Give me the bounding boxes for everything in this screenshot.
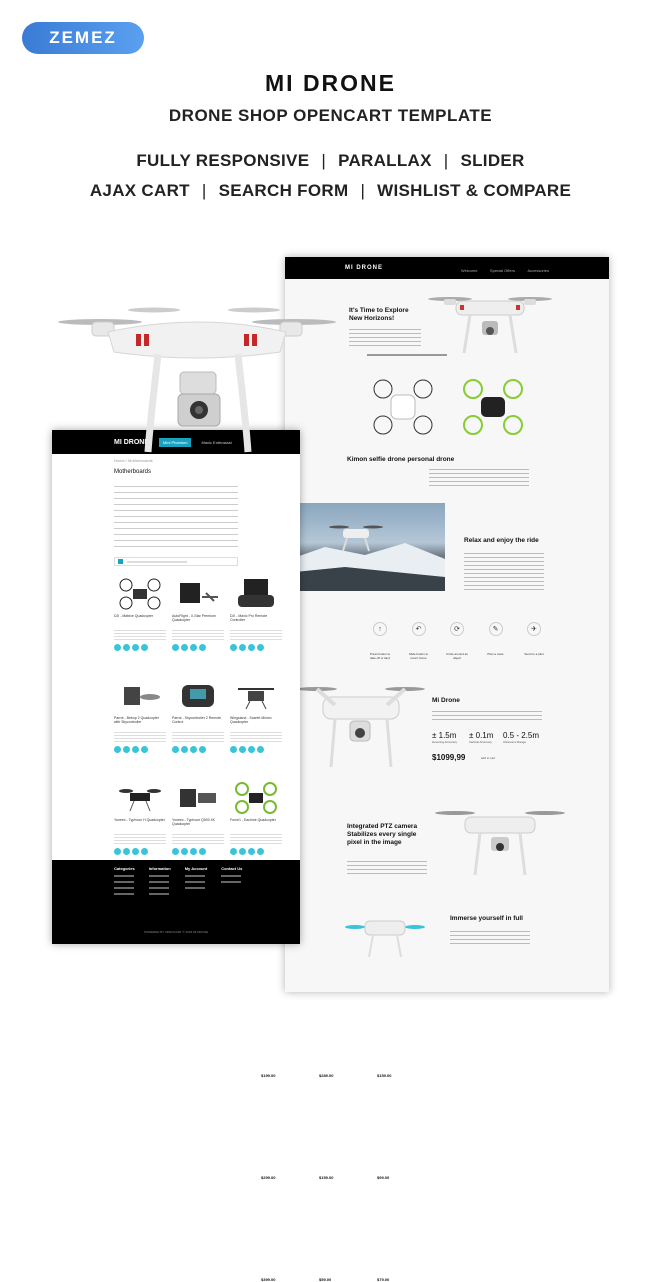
stat-value: 0.5 - 2.5m: [503, 731, 540, 740]
controller-icon: [176, 679, 220, 713]
feature-circle: [444, 622, 470, 660]
ptz-heading-line: pixel in the image: [347, 839, 402, 846]
product-description: [230, 832, 282, 846]
mini-drones-image: [373, 377, 523, 437]
product-name[interactable]: DJI - Matrice Quadcopter: [114, 614, 154, 618]
hero-heading-line: New Horizons!: [349, 315, 395, 322]
feature-label: PARALLAX: [338, 151, 432, 170]
gesture-icon: ✈: [527, 622, 541, 636]
footer-columns: [114, 866, 300, 899]
product-name[interactable]: AutoFlight - X-Star Premium Quadcopter: [172, 614, 216, 622]
cart-icon[interactable]: [230, 848, 237, 855]
drone-kit-icon: [118, 679, 162, 713]
ptz-drone-image: [435, 805, 565, 885]
cart-icon[interactable]: [172, 644, 179, 651]
product-description: [172, 730, 224, 744]
feature-label: SEARCH FORM: [218, 181, 349, 200]
grid-view-icon[interactable]: [118, 559, 123, 564]
cart-icon[interactable]: [230, 644, 237, 651]
drone-case-icon: [176, 577, 220, 611]
product-actions: [230, 746, 282, 753]
feature-pilot: [521, 622, 547, 660]
product-name[interactable]: DJI - Mavic Pro Remote Controller: [230, 614, 268, 622]
hero-text: [349, 327, 421, 349]
stat-label: Ultrasonic Range: [503, 740, 527, 744]
product-actions: [172, 644, 224, 651]
footer-heading: Contact Us: [221, 866, 243, 871]
footer-heading: My Account: [184, 866, 208, 871]
ptz-heading: [347, 823, 417, 847]
drone-icon: [118, 577, 162, 611]
feature-label: AJAX CART: [89, 181, 190, 200]
product-description: [230, 730, 282, 744]
product-description: [230, 628, 282, 642]
feature-takeoff: [367, 622, 393, 660]
product-price: $159.00: [377, 1073, 392, 1078]
stat-hover: [432, 731, 457, 744]
cart-icon[interactable]: [114, 848, 121, 855]
feature-label: Plan a route: [487, 652, 504, 656]
compare-icon[interactable]: [248, 644, 255, 651]
sort-select[interactable]: [127, 561, 187, 563]
route-icon: ✎: [489, 622, 503, 636]
site-logo[interactable]: MI DRONE: [345, 265, 383, 271]
menu-item[interactable]: Accessories: [527, 268, 549, 273]
mi-drone-image: [295, 677, 425, 777]
product-name[interactable]: Yuneec - Typhoon Q500 4K Quadcopter: [172, 818, 215, 826]
breadcrumb[interactable]: Home / Motherboards: [114, 458, 153, 463]
product-price: $399.00: [261, 1277, 276, 1282]
feature-label: Send to a pilot: [524, 652, 544, 656]
footer-link[interactable]: [114, 887, 134, 889]
product-name[interactable]: Yuneec - Typhoon H Quadcopter: [114, 818, 165, 822]
product-image[interactable]: [172, 778, 224, 818]
product-description: [114, 628, 166, 642]
stat-ultrasonic: [503, 731, 539, 744]
compare-icon[interactable]: [190, 644, 197, 651]
eye-icon[interactable]: [257, 644, 264, 651]
footer-link[interactable]: [185, 875, 205, 877]
landscape-drone-image: [285, 503, 445, 591]
heart-icon[interactable]: [181, 848, 188, 855]
nav-item[interactable]: Mavic Enthusiast: [201, 439, 232, 445]
compare-icon[interactable]: [190, 848, 197, 855]
drone-icon: [234, 679, 278, 713]
heart-icon[interactable]: [123, 644, 130, 651]
relax-heading: Relax and enjoy the ride: [464, 537, 539, 544]
heart-icon[interactable]: [239, 848, 246, 855]
zemez-logo[interactable]: ZEMEZ: [22, 22, 144, 54]
product-description: [114, 730, 166, 744]
compare-icon[interactable]: [248, 746, 255, 753]
product-description: [172, 832, 224, 846]
footer-link[interactable]: [114, 881, 134, 883]
ptz-text: [347, 859, 427, 877]
site-footer: [52, 860, 300, 944]
heart-icon[interactable]: [123, 746, 130, 753]
feature-label: Circle around an object: [445, 652, 468, 660]
product-image[interactable]: [230, 676, 282, 716]
cart-icon[interactable]: [172, 848, 179, 855]
footer-column: [185, 866, 208, 899]
features-line-2: [0, 181, 661, 201]
drone-landscape-photo: [285, 503, 445, 591]
product-actions: [230, 848, 282, 855]
product-price: $1099,99: [432, 753, 466, 762]
footer-heading: Categories: [114, 866, 135, 871]
product-price: $79.00: [377, 1277, 390, 1282]
immerse-drone-image: [345, 907, 425, 967]
feature-icons: [367, 622, 547, 660]
footer-link[interactable]: [221, 881, 241, 883]
separator: |: [321, 151, 327, 170]
eye-icon[interactable]: [199, 746, 206, 753]
immerse-text: [450, 929, 530, 947]
arrow-up-icon: ↑: [373, 622, 387, 636]
footer-column: [221, 866, 242, 899]
hero-heading-line: It's Time to Explore: [349, 307, 409, 314]
top-menu: [453, 259, 549, 277]
site-logo[interactable]: MI DRONE: [114, 438, 149, 446]
separator: |: [443, 151, 449, 170]
drone-kit-icon: [176, 781, 220, 815]
cart-icon[interactable]: [172, 746, 179, 753]
cart-icon[interactable]: [230, 746, 237, 753]
heart-icon[interactable]: [123, 848, 130, 855]
circle-icon: ⟳: [450, 622, 464, 636]
product-image[interactable]: [230, 778, 282, 818]
footer-link[interactable]: [185, 887, 205, 889]
footer-heading: Information: [148, 866, 171, 871]
footer-link[interactable]: [114, 875, 134, 877]
controller-icon: [234, 577, 278, 611]
cart-icon[interactable]: [114, 746, 121, 753]
product-price: $199.00: [261, 1073, 276, 1078]
selfie-text: [429, 467, 529, 489]
product-image[interactable]: [172, 574, 224, 614]
product-name[interactable]: Force1 - Eachine Quadcopter: [230, 818, 276, 822]
product-name[interactable]: Parrot - Bebop 2 Quadcopter with Skycontroller: [114, 716, 159, 724]
product-actions: [172, 746, 224, 753]
product-image[interactable]: [114, 574, 166, 614]
drone-image: [430, 291, 550, 366]
product-image[interactable]: [172, 676, 224, 716]
feature-route: [483, 622, 509, 660]
nav-item-active[interactable]: Mini Phantom: [159, 438, 191, 447]
category-title: Motherboards: [114, 469, 152, 475]
product-actions: [172, 848, 224, 855]
product-price: $159.00: [319, 1175, 334, 1180]
features-line-1: [0, 151, 661, 171]
product-name[interactable]: Wingsland - Scarlet Minion Quadcopter: [230, 716, 272, 724]
footer-column: [114, 866, 135, 899]
heart-icon[interactable]: [181, 746, 188, 753]
footer-link[interactable]: [149, 893, 169, 895]
product-title: MI DRONE: [265, 70, 396, 96]
heart-icon[interactable]: [181, 644, 188, 651]
product-image[interactable]: [230, 574, 282, 614]
heart-icon[interactable]: [239, 644, 246, 651]
relax-text: [464, 551, 544, 591]
compare-icon[interactable]: [132, 644, 139, 651]
sort-toolbar[interactable]: [114, 557, 238, 566]
compare-icon[interactable]: [248, 848, 255, 855]
footer-link[interactable]: [149, 887, 169, 889]
add-to-cart-link[interactable]: add to cart: [481, 756, 496, 760]
eye-icon[interactable]: [199, 644, 206, 651]
eye-icon[interactable]: [141, 644, 148, 651]
product-subtitle: DRONE SHOP OPENCART TEMPLATE: [168, 106, 493, 125]
feature-label: WISHLIST & COMPARE: [377, 181, 572, 200]
selfie-heading: Kimon selfie drone personal drone: [347, 456, 455, 463]
compare-icon[interactable]: [132, 746, 139, 753]
footer-link[interactable]: [221, 875, 241, 877]
immerse-heading: Immerse yourself in full: [450, 915, 523, 922]
drone-icon: [118, 781, 162, 815]
footer-column: [149, 866, 171, 899]
product-price: $299.00: [261, 1175, 276, 1180]
footer-link[interactable]: [185, 881, 205, 883]
feature-return: [406, 622, 432, 660]
site-header: [285, 257, 609, 279]
drone-icon: [234, 781, 278, 815]
footer-link[interactable]: [114, 893, 134, 895]
category-description: [114, 483, 238, 551]
feature-label: Press button to take off or land: [369, 652, 391, 660]
eye-icon[interactable]: [257, 848, 264, 855]
product-price: $99.00: [377, 1175, 390, 1180]
ptz-heading-line: Stabilizes every single: [347, 831, 417, 838]
eye-icon[interactable]: [199, 848, 206, 855]
product-price: $289.00: [319, 1073, 334, 1078]
product-actions: [114, 644, 166, 651]
product-actions: [114, 746, 166, 753]
separator: |: [360, 181, 366, 200]
feature-label: Slide button to return home: [408, 652, 429, 660]
eye-icon[interactable]: [141, 848, 148, 855]
cart-icon[interactable]: [114, 644, 121, 651]
ptz-heading-line: Integrated PTZ camera: [347, 823, 418, 830]
heart-icon[interactable]: [239, 746, 246, 753]
mi-drone-heading: Mi Drone: [432, 697, 460, 704]
product-actions: [230, 644, 282, 651]
product-image[interactable]: [114, 676, 166, 716]
footer-link[interactable]: [149, 875, 169, 877]
product-image[interactable]: [114, 778, 166, 818]
separator: |: [201, 181, 207, 200]
product-price: $59.00: [319, 1277, 332, 1282]
return-icon: ↶: [412, 622, 426, 636]
product-name[interactable]: Parrot - Skycontroller 2 Remote Control: [172, 716, 222, 724]
menu-item[interactable]: Welcome: [460, 268, 478, 273]
menu-item[interactable]: Special Offers: [489, 268, 515, 273]
footer-link[interactable]: [149, 881, 169, 883]
copyright: POWERED BY OPENCART © 2018 MI DRONE: [143, 930, 209, 934]
product-description: [172, 628, 224, 642]
stat-label: Vertical Accuracy: [469, 740, 492, 744]
feature-label: FULLY RESPONSIVE: [136, 151, 310, 170]
mi-drone-text: [432, 709, 542, 723]
eye-icon[interactable]: [141, 746, 148, 753]
stat-label: Hovering Accuracy: [432, 740, 458, 744]
stat-vertical: [469, 731, 493, 744]
hero-drone-image: [58, 292, 338, 462]
stat-value: ± 1.5m: [432, 731, 457, 740]
eye-icon[interactable]: [257, 746, 264, 753]
stat-value: ± 0.1m: [469, 731, 494, 740]
compare-icon[interactable]: [132, 848, 139, 855]
compare-icon[interactable]: [190, 746, 197, 753]
feature-label: SLIDER: [460, 151, 525, 170]
product-description: [114, 832, 166, 846]
hero-heading: [349, 307, 409, 323]
product-actions: [114, 848, 166, 855]
